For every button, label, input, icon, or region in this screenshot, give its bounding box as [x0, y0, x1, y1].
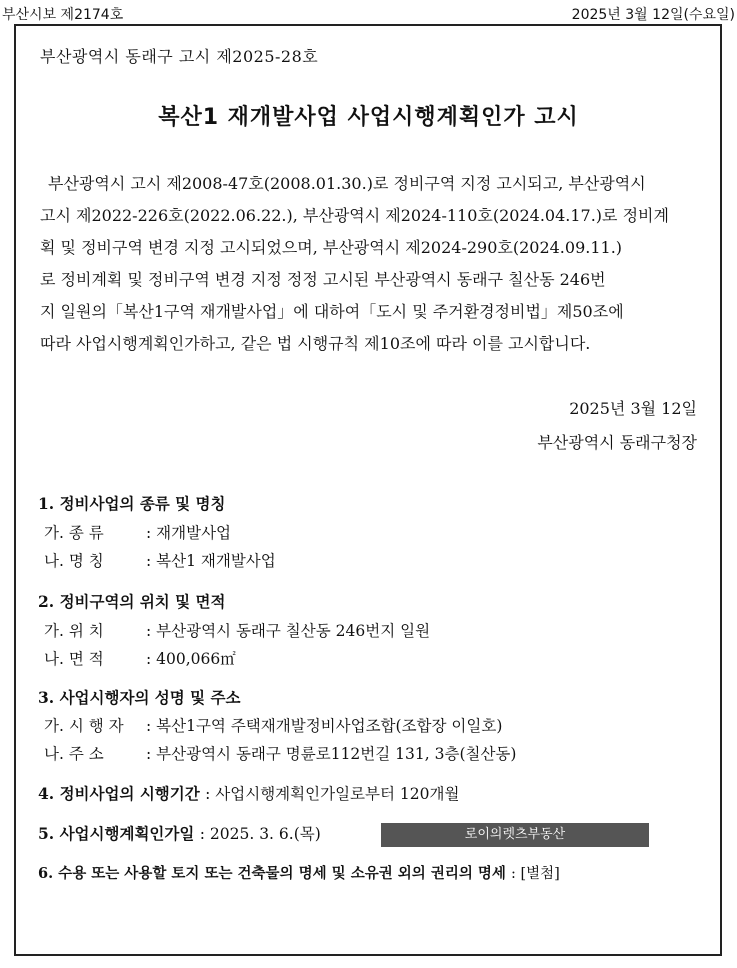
item-label: 가. 시 행 자	[44, 717, 124, 735]
item-value: : 부산광역시 동래구 칠산동 246번지 일원	[146, 622, 431, 640]
section-1-heading: 1. 정비사업의 종류 및 명칭	[38, 494, 226, 513]
body-line: 고시 제2022-226호(2022.06.22.), 부산광역시 제2024-110호(2024.04.17.)로 정비계	[40, 206, 669, 225]
item-label: 나. 면 적	[44, 650, 104, 668]
section-3-item	[44, 714, 502, 736]
section-5	[38, 822, 321, 844]
body-line: 로 정비계획 및 정비구역 변경 지정 정정 고시된 부산광역시 동래구 칠산동 246번	[40, 270, 606, 289]
section-2-heading: 2. 정비구역의 위치 및 면적	[38, 592, 226, 611]
notice-body	[40, 168, 700, 360]
section-2-item	[44, 647, 236, 669]
section-6-heading: 6. 수용 또는 사용할 토지 또는 건축물의 명세 및 소유권 외의 권리의 명세	[38, 865, 506, 882]
item-label: 나. 주 소	[44, 745, 104, 763]
section-2-item	[44, 619, 430, 641]
item-value: : 복산1구역 주택재개발정비사업조합(조합장 이일호)	[146, 717, 503, 735]
notice-date: 2025년 3월 12일	[569, 399, 697, 418]
section-4	[38, 782, 459, 804]
section-3-item	[44, 742, 516, 764]
item-value: : 부산광역시 동래구 명륜로112번길 131, 3층(칠산동)	[146, 745, 517, 763]
notice-number: 부산광역시 동래구 고시 제2025-28호	[40, 47, 319, 66]
body-line: 획 및 정비구역 변경 지정 고시되었으며, 부산광역시 제2024-290호(2024.09.11.)	[40, 238, 623, 257]
body-line: 따라 사업시행계획인가하고, 같은 법 시행규칙 제10조에 따라 이를 고시합니다.	[40, 334, 591, 353]
section-5-heading: 5. 사업시행계획인가일	[38, 824, 195, 843]
item-value: : 400,066㎡	[146, 650, 236, 668]
notice-issuer: 부산광역시 동래구청장	[537, 433, 697, 452]
section-3-heading: 3. 사업시행자의 성명 및 주소	[38, 688, 241, 707]
section-1-item	[44, 549, 276, 571]
section-4-value: : 사업시행계획인가일로부터 120개월	[205, 785, 460, 803]
publication-number: 부산시보 제2174호	[2, 7, 124, 23]
document-frame	[14, 24, 722, 956]
section-5-value: : 2025. 3. 6.(목)	[199, 825, 321, 843]
item-value: : 재개발사업	[146, 524, 232, 542]
body-line: 지 일원의「복산1구역 재개발사업」에 대하여「도시 및 주거환경정비법」제50조에	[40, 302, 624, 321]
watermark-overlay: 로이의렛츠부동산 http://letsbudongsan.com	[381, 823, 649, 847]
page-header	[0, 0, 737, 24]
section-4-heading: 4. 정비사업의 시행기간	[38, 784, 200, 803]
section-6-value: : [별첨]	[510, 866, 560, 882]
section-1-item	[44, 521, 231, 543]
publication-date: 2025년 3월 12일(수요일)	[571, 7, 735, 23]
item-label: 나. 명 칭	[44, 552, 104, 570]
item-label: 가. 위 치	[44, 622, 104, 640]
item-value: : 복산1 재개발사업	[146, 552, 276, 570]
notice-title: 복산1 재개발사업 사업시행계획인가 고시	[158, 105, 579, 130]
body-line: 부산광역시 고시 제2008-47호(2008.01.30.)로 정비구역 지정 고시되고, 부산광역시	[48, 174, 646, 193]
item-label: 가. 종 류	[44, 524, 104, 542]
